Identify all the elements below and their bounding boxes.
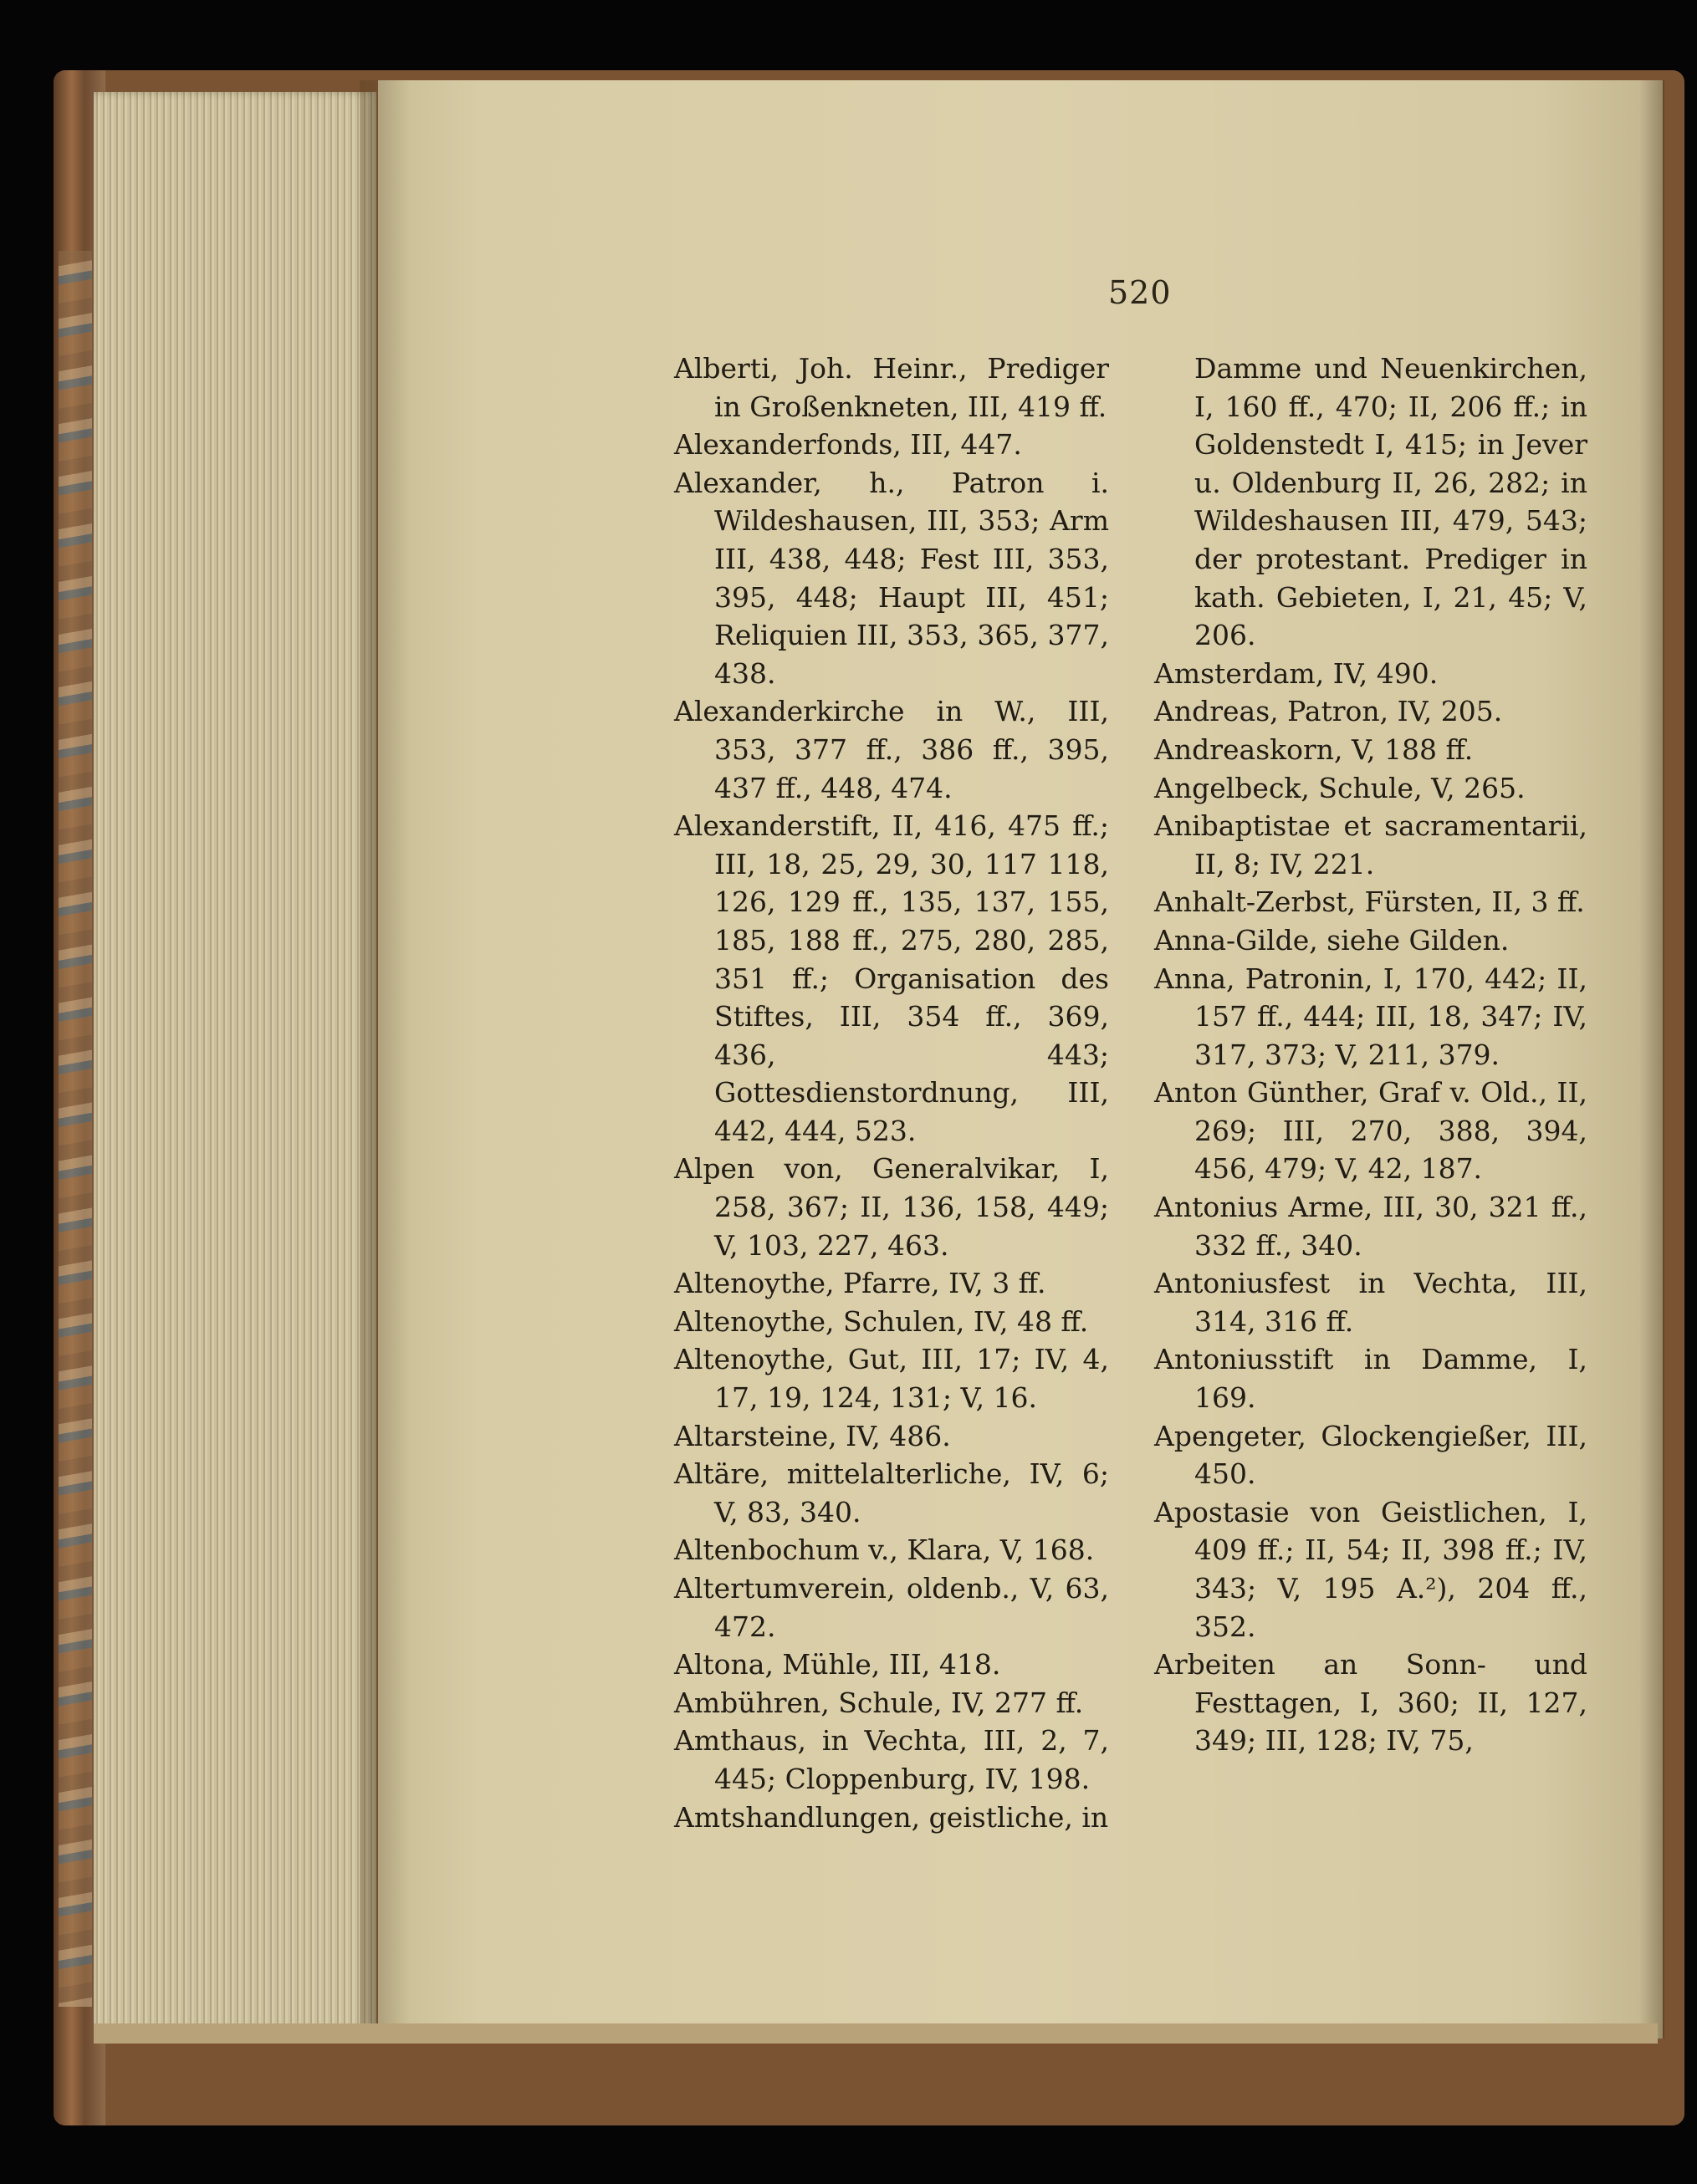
index-entry: Antonius Arme, III, 30, 321 ff., 332 ff., 340. [1154, 1191, 1587, 1262]
index-entry: Amsterdam, IV, 490. [1154, 656, 1439, 690]
page-edge-shadow [1639, 80, 1664, 2039]
index-entry: Antoniusstift in Damme, I, 169. [1154, 1343, 1587, 1415]
index-entry: Altenoythe, Gut, III, 17; IV, 4, 17, 19, 124, 131; V, 16. [674, 1343, 1109, 1415]
index-column-left [674, 350, 1109, 1836]
index-entry: Ambühren, Schule, IV, 277 ff. [674, 1686, 1084, 1719]
index-column-right [1154, 350, 1587, 1760]
index-entry: Anibaptistae et sacramentarii, II, 8; IV, 221. [1154, 809, 1587, 880]
index-entry: Angelbeck, Schule, V, 265. [1154, 771, 1526, 804]
index-entry: Altenoythe, Pfarre, IV, 3 ff. [674, 1267, 1046, 1300]
marbled-endpaper [59, 251, 92, 2007]
index-entry: Anhalt-Zerbst, Fürsten, II, 3 ff. [1154, 885, 1585, 919]
index-entry: Anna, Patronin, I, 170, 442; II, 157 ff., 444; III, 18, 347; IV, 317, 373; V, 211, 379. [1154, 962, 1587, 1071]
index-entry: Apostasie von Geistlichen, I, 409 ff.; II, 54; II, 398 ff.; IV, 343; V, 195 A.²), 204 ff., 352. [1154, 1495, 1587, 1643]
page-number: 520 [1108, 274, 1172, 311]
index-entry: Alexander, h., Patron i. Wildeshausen, III, 353; Arm III, 438, 448; Fest III, 353, 395, 448; Haupt III, 451; Reliquien III, 353, 365, 377, 438. [674, 466, 1109, 690]
index-entry: Altona, Mühle, III, 418. [674, 1648, 1001, 1681]
index-entry: Alpen von, Generalvikar, I, 258, 367; II, 136, 158, 449; V, 103, 227, 463. [674, 1152, 1109, 1262]
index-entry: Altarsteine, IV, 486. [674, 1419, 951, 1452]
index-entry: Andreaskorn, V, 188 ff. [1154, 732, 1474, 766]
index-entry: Alexanderstift, II, 416, 475 ff.; III, 18, 25, 29, 30, 117 118, 126, 129 ff., 135, 137, 155, 185, 188 ff., 275, 280, 285, 351 ff.; Organisation des Stiftes, III, 354 ff., 369, 436, 443; Gottesdienstordnung, III, 442, 444, 523. [674, 809, 1109, 1147]
gutter-shadow [360, 80, 410, 2037]
index-entry: Apengeter, Glockengießer, III, 450. [1154, 1419, 1587, 1491]
index-entry-continuation: Damme und Neuenkirchen, I, 160 ff., 470; II, 206 ff.; in Goldenstedt I, 415; in Jever u. Oldenburg II, 26, 282; in Wildeshausen III, 479, 543; der protestant. Prediger in kath. Gebieten, I, 21, 45; V, 206. [1194, 352, 1587, 652]
index-entry: Amtshandlungen, geistliche, in [674, 1800, 1109, 1834]
index-entry: Altäre, mittelalterliche, IV, 6; V, 83, 340. [674, 1457, 1109, 1528]
index-entry: Amthaus, in Vechta, III, 2, 7, 445; Cloppenburg, IV, 198. [674, 1724, 1109, 1795]
index-entry: Altenoythe, Schulen, IV, 48 ff. [674, 1304, 1089, 1338]
index-entry: Altenbochum v., Klara, V, 168. [674, 1533, 1095, 1567]
index-entry: Anna-Gilde, siehe Gilden. [1154, 923, 1510, 957]
page-block-edges [94, 92, 376, 2040]
index-entry: Alexanderkirche in W., III, 353, 377 ff., 386 ff., 395, 437 ff., 448, 474. [674, 695, 1109, 804]
index-entry: Arbeiten an Sonn- und Festtagen, I, 360; II, 127, 349; III, 128; IV, 75, [1154, 1648, 1587, 1758]
index-entry: Altertumverein, oldenb., V, 63, 472. [674, 1572, 1109, 1643]
index-entry: Alberti, Joh. Heinr., Prediger in Großenkneten, III, 419 ff. [674, 352, 1109, 423]
index-entry: Alexanderfonds, III, 447. [674, 428, 1022, 462]
index-entry: Andreas, Patron, IV, 205. [1154, 695, 1503, 728]
index-entry: Antoniusfest in Vechta, III, 314, 316 ff. [1154, 1267, 1587, 1338]
index-entry: Anton Günther, Graf v. Old., II, 269; III, 270, 388, 394, 456, 479; V, 42, 187. [1154, 1076, 1587, 1186]
page-bottom-edge [94, 2023, 1658, 2044]
